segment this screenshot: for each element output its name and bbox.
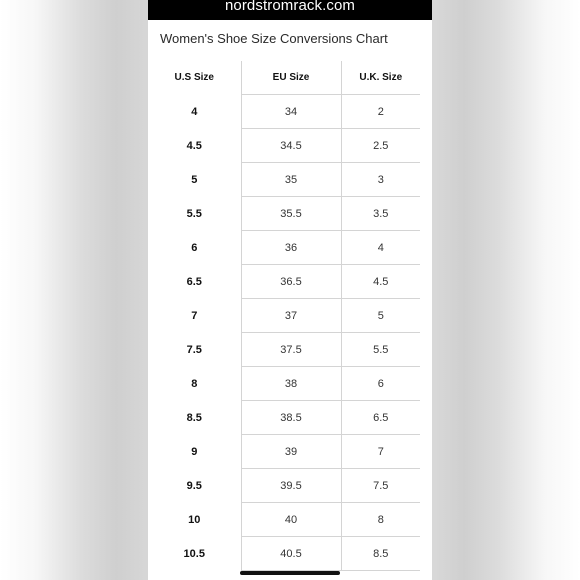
table-row [148,435,420,469]
cell-eu-size: 38 [241,367,341,401]
table-row [148,299,420,333]
cell-us-size: 6.5 [186,275,202,288]
cell-uk-size: 5 [341,299,420,333]
cell-eu-size: 36.5 [241,265,341,299]
cell-uk-size: 5.5 [341,333,420,367]
table-row [148,95,420,129]
cell-us-size: 10.5 [183,547,205,560]
table-row [148,231,420,265]
size-conversion-table [148,61,420,571]
header-eu-size: EU Size [241,61,341,95]
cell-us-size: 10 [188,513,201,526]
cell-eu-size: 34.5 [241,129,341,163]
cell-eu-size: 34 [241,95,341,129]
cell-eu-size: 36 [241,231,341,265]
cell-eu-size: 39.5 [241,469,341,503]
home-indicator-bar[interactable] [240,571,340,575]
cell-uk-size: 7 [341,435,420,469]
header-uk-size: U.K. Size [341,61,420,95]
table-row [148,129,420,163]
cell-eu-size: 37 [241,299,341,333]
table-row [148,163,420,197]
browser-url-bar[interactable] [148,0,432,20]
table-row [148,503,420,537]
cell-us-size: 6 [191,241,198,254]
cell-eu-size: 40.5 [241,537,341,571]
cell-eu-size: 38.5 [241,401,341,435]
table-row [148,537,420,571]
cell-uk-size: 6 [341,367,420,401]
cell-uk-size: 8.5 [341,537,420,571]
page-title: Women's Shoe Size Conversions Chart [160,31,388,46]
cell-us-size: 8 [191,377,198,390]
cell-eu-size: 39 [241,435,341,469]
table-row [148,367,420,401]
cell-us-size: 7.5 [186,343,202,356]
cell-us-size: 4 [191,105,198,118]
cell-us-size: 4.5 [186,139,202,152]
url-text: nordstromrack.com [224,0,356,14]
table-header-row [148,61,420,95]
cell-uk-size: 2 [341,95,420,129]
table-row [148,401,420,435]
cell-us-size: 5 [191,173,198,186]
header-us-size: U.S Size [174,72,214,84]
cell-us-size: 7 [191,309,198,322]
cell-us-size: 9 [191,445,198,458]
table-row [148,333,420,367]
cell-uk-size: 4 [341,231,420,265]
cell-uk-size: 2.5 [341,129,420,163]
cell-uk-size: 4.5 [341,265,420,299]
cell-uk-size: 6.5 [341,401,420,435]
cell-uk-size: 8 [341,503,420,537]
cell-eu-size: 35 [241,163,341,197]
cell-us-size: 9.5 [186,479,202,492]
table-row [148,197,420,231]
cell-eu-size: 35.5 [241,197,341,231]
cell-uk-size: 7.5 [341,469,420,503]
cell-eu-size: 37.5 [241,333,341,367]
phone-screen [148,0,432,580]
cell-eu-size: 40 [241,503,341,537]
cell-us-size: 5.5 [186,207,202,220]
table-row [148,265,420,299]
table-row [148,469,420,503]
cell-uk-size: 3.5 [341,197,420,231]
cell-uk-size: 3 [341,163,420,197]
cell-us-size: 8.5 [186,411,202,424]
